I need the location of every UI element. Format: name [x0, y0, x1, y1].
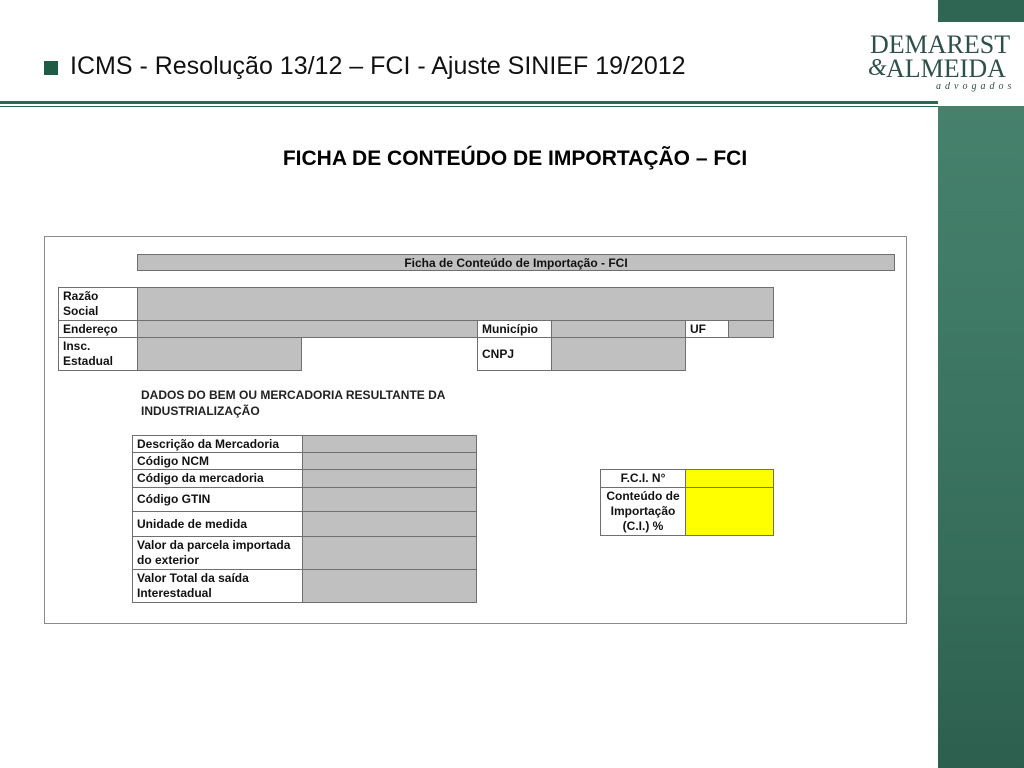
- label-valor-parcela-importada: Valor da parcela importada do exterior: [132, 536, 303, 570]
- field-razao-social[interactable]: [137, 287, 774, 321]
- logo-line-1: DEMAREST: [870, 30, 1011, 59]
- field-uf[interactable]: [728, 320, 774, 338]
- side-band: [938, 0, 1024, 768]
- header-rule-thin: [0, 106, 938, 107]
- field-conteudo-importacao[interactable]: [685, 487, 774, 536]
- logo-line-3: advogados: [936, 81, 1016, 92]
- label-insc-estadual: Insc. Estadual: [58, 337, 138, 371]
- side-band-top-stripe: [938, 0, 1024, 22]
- field-insc-estadual[interactable]: [137, 337, 302, 371]
- slide-title: ICMS - Resolução 13/12 – FCI - Ajuste SINIEF 19/2012: [70, 52, 686, 80]
- logo-ampersand: &: [868, 55, 887, 81]
- label-unidade-medida: Unidade de medida: [132, 511, 303, 537]
- header-rule: [0, 101, 938, 104]
- field-endereco[interactable]: [137, 320, 478, 338]
- field-fci-numero[interactable]: [685, 469, 774, 488]
- label-codigo-ncm: Código NCM: [132, 452, 303, 470]
- field-unidade-medida[interactable]: [302, 511, 477, 537]
- title-bullet-icon: [44, 61, 58, 75]
- label-cnpj: CNPJ: [477, 337, 552, 371]
- label-valor-total-saida: Valor Total da saída Interestadual: [132, 569, 303, 603]
- field-codigo-gtin[interactable]: [302, 487, 477, 512]
- label-municipio: Município: [477, 320, 552, 338]
- label-conteudo-importacao: Conteúdo de Importação (C.I.) %: [600, 487, 686, 536]
- label-razao-social: Razão Social: [58, 287, 138, 321]
- label-fci-numero: F.C.I. N°: [600, 469, 686, 488]
- label-codigo-mercadoria: Código da mercadoria: [132, 469, 303, 488]
- label-endereco: Endereço: [58, 320, 138, 338]
- section-note: DADOS DO BEM OU MERCADORIA RESULTANTE DA INDUSTRIALIZAÇÃO: [141, 388, 445, 418]
- document-heading: FICHA DE CONTEÚDO DE IMPORTAÇÃO – FCI: [282, 147, 748, 170]
- field-valor-total-saida[interactable]: [302, 569, 477, 603]
- label-descricao-mercadoria: Descrição da Mercadoria: [132, 435, 303, 453]
- field-valor-parcela-importada[interactable]: [302, 536, 477, 570]
- form-title-bar: Ficha de Conteúdo de Importação - FCI: [137, 254, 895, 271]
- field-descricao-mercadoria[interactable]: [302, 435, 477, 453]
- field-cnpj[interactable]: [551, 337, 686, 371]
- label-uf: UF: [685, 320, 729, 338]
- field-municipio[interactable]: [551, 320, 686, 338]
- demarest-almeida-logo: [868, 30, 1018, 96]
- label-codigo-gtin: Código GTIN: [132, 487, 303, 512]
- logo-line-2: ALMEIDA: [886, 54, 1006, 83]
- field-codigo-ncm[interactable]: [302, 452, 477, 470]
- field-codigo-mercadoria[interactable]: [302, 469, 477, 488]
